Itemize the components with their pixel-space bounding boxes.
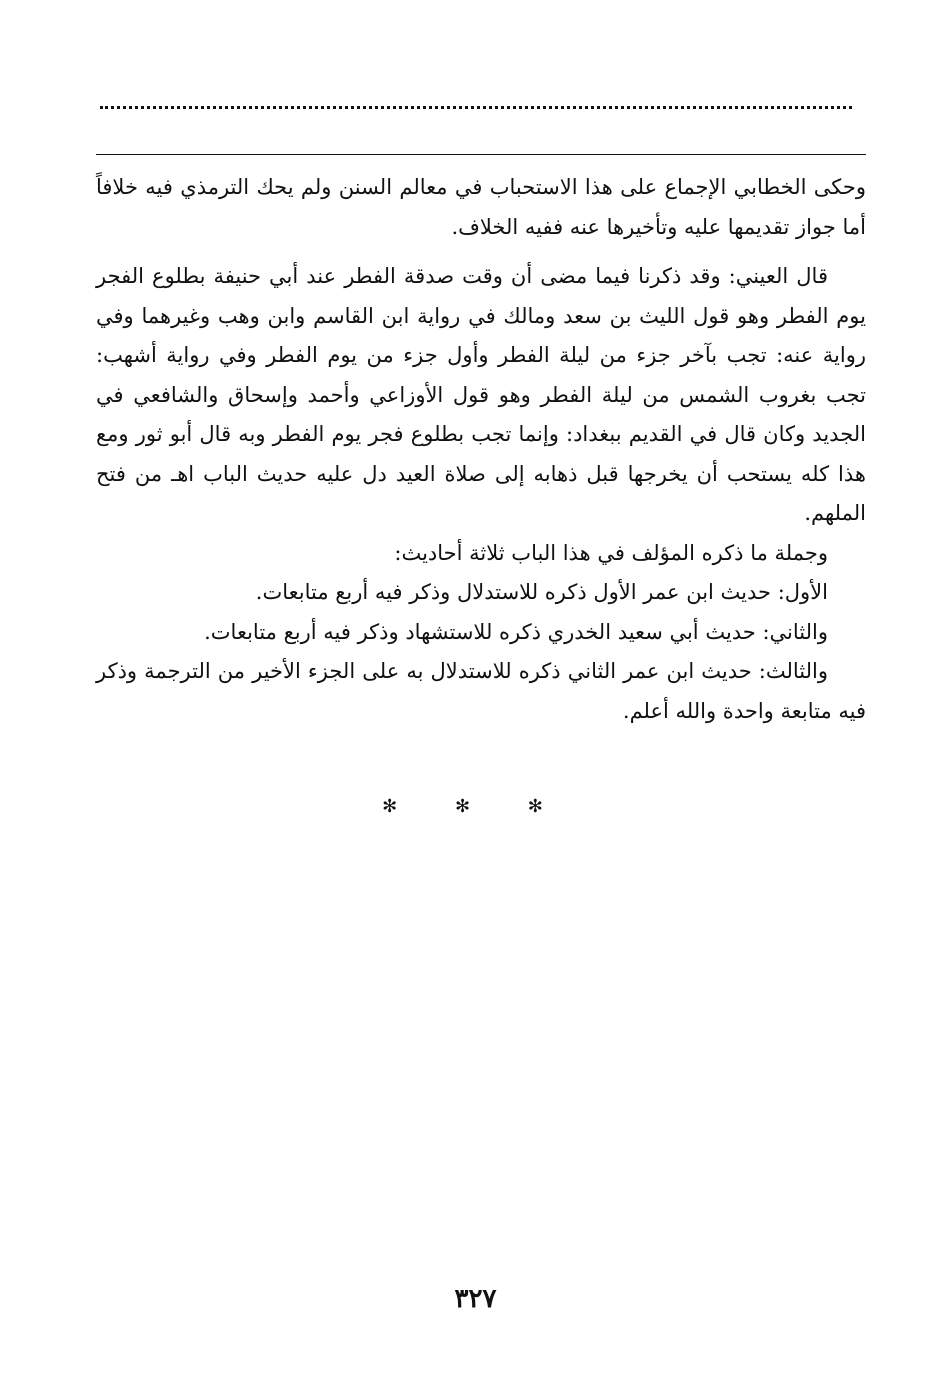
- paragraph-2: قال العيني: وقد ذكرنا فيما مضى أن وقت صدقة الفطر عند أبي حنيفة بطلوع الفجر يوم الفطر وهو قول الليث بن سعد ومالك في رواية ابن القاسم وابن وهب وغيرهما وفي رواية عنه: تجب بآخر جزء من ليلة الفطر وأول جزء من يوم الفطر وفي رواية أشهب: تجب بغروب الشمس من ليلة الفطر وهو قول الأوزاعي وأحمد وإسحاق والشافعي في الجديد وكان قال في القديم ببغداد: وإنما تجب بطلوع فجر يوم الفطر وبه قال أبو ثور ومع هذا كله يستحب أن يخرجها قبل ذهابه إلى صلاة العيد دل عليه حديث الباب اهـ من فتح الملهم.: [96, 264, 866, 525]
- page-body: [96, 168, 866, 731]
- list-item-third: والثالث: حديث ابن عمر الثاني ذكره للاستدلال به على الجزء الأخير من الترجمة وذكر فيه متابعة واحدة والله أعلم.: [96, 659, 866, 723]
- list-item-second: والثاني: حديث أبي سعيد الخدري ذكره للاستشهاد وذكر فيه أربع متابعات.: [204, 619, 828, 644]
- header-divider: [96, 154, 866, 155]
- page-number: ٣٢٧: [454, 1284, 497, 1314]
- paragraph-3: وجملة ما ذكره المؤلف في هذا الباب ثلاثة أحاديث:: [394, 540, 828, 565]
- section-separator-stars: ✻ ✻ ✻: [382, 796, 569, 817]
- dotted-line: [100, 106, 852, 109]
- list-item-first: الأول: حديث ابن عمر الأول ذكره للاستدلال وذكر فيه أربع متابعات.: [255, 580, 828, 604]
- paragraph-1: وحكى الخطابي الإجماع على هذا الاستحباب في معالم السنن ولم يحك الترمذي فيه خلافاً أما جواز تقديمها عليه وتأخيرها عنه ففيه الخلاف.: [96, 175, 866, 239]
